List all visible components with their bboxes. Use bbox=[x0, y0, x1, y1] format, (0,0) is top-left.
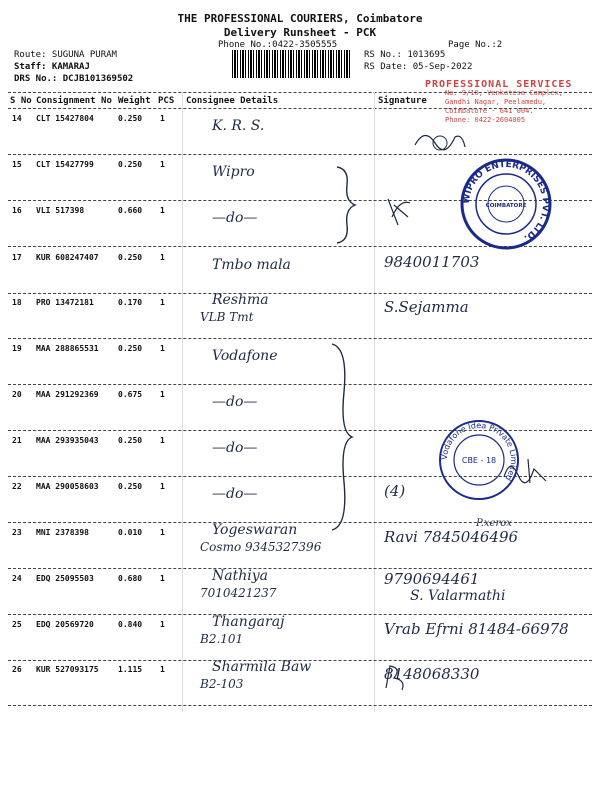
row-consignee-name: Thangaraj bbox=[212, 614, 285, 630]
brace-vodafone bbox=[330, 342, 356, 532]
row-weight: 0.010 bbox=[118, 528, 143, 537]
row-pcs: 1 bbox=[160, 206, 165, 215]
row-consignee-name: Wipro bbox=[212, 164, 255, 180]
row-serial-number: 15 bbox=[12, 160, 22, 169]
col-header-weight: Weight bbox=[118, 96, 151, 106]
row-consignment-number: MNI 2378398 bbox=[36, 528, 89, 537]
row-signature-name: S. Valarmathi bbox=[410, 588, 506, 604]
company-title: THE PROFESSIONAL COURIERS, Coimbatore bbox=[177, 12, 423, 25]
col-header-consignee: Consignee Details bbox=[186, 96, 279, 106]
stamp-center-text: COIMBATORE bbox=[485, 203, 527, 209]
stamp-line: Coimbatore - 641 004. bbox=[445, 107, 534, 115]
row-weight: 0.250 bbox=[118, 160, 143, 169]
row-serial-number: 16 bbox=[12, 206, 22, 215]
stamp-ring-text: WIPRO ENTERPRISES PVT. LTD. bbox=[461, 159, 551, 243]
row-weight: 0.250 bbox=[118, 436, 143, 445]
wipro-enterprises-stamp bbox=[460, 158, 552, 250]
row-signature: Ravi 7845046496 bbox=[384, 528, 519, 546]
row-pcs: 1 bbox=[160, 390, 165, 399]
stamp-center-text: CBE - 18 bbox=[461, 456, 497, 465]
row-serial-number: 21 bbox=[12, 436, 22, 445]
drs-number: DRS No.: DCJB101369502 bbox=[14, 74, 134, 84]
row-pcs: 1 bbox=[160, 160, 165, 169]
row-serial-number: 25 bbox=[12, 620, 22, 629]
row-separator bbox=[8, 705, 592, 706]
row-serial-number: 22 bbox=[12, 482, 22, 491]
row-pcs: 1 bbox=[160, 344, 165, 353]
row-pcs: 1 bbox=[160, 114, 165, 123]
column-divider bbox=[182, 92, 183, 712]
row-consignee-name: Sharmila Baw bbox=[212, 659, 312, 675]
phone-number: Phone No.:0422-3505555 bbox=[218, 40, 338, 50]
signature-scribble bbox=[410, 125, 470, 155]
row-signature-note: P.xerox bbox=[476, 518, 512, 529]
row-pcs: 1 bbox=[160, 620, 165, 629]
route: Route: SUGUNA PURAM bbox=[14, 50, 117, 60]
row-consignment-number: KUR 527093175 bbox=[36, 665, 99, 674]
row-separator bbox=[8, 293, 592, 294]
stamp-ring-text: Vodafone Idea Private Limited bbox=[439, 420, 519, 483]
signature-scribble bbox=[380, 662, 410, 692]
row-weight: 0.840 bbox=[118, 620, 143, 629]
row-consignee-name: Yogeswaran bbox=[212, 522, 298, 538]
page-number: Page No.:2 bbox=[448, 40, 503, 50]
signature-scribble bbox=[384, 195, 414, 229]
row-signature: 9790694461 bbox=[384, 570, 480, 588]
row-weight: 0.250 bbox=[118, 114, 143, 123]
row-separator bbox=[8, 154, 592, 155]
col-header-pcs: PCS bbox=[158, 96, 175, 106]
stamp-line: Phone: 0422-2604005 bbox=[445, 116, 526, 124]
row-serial-number: 24 bbox=[12, 574, 22, 583]
row-consignment-number: MAA 293935043 bbox=[36, 436, 99, 445]
column-divider bbox=[374, 92, 375, 712]
row-consignee-name: Nathiya bbox=[212, 568, 268, 584]
row-serial-number: 23 bbox=[12, 528, 22, 537]
row-serial-number: 19 bbox=[12, 344, 22, 353]
header-top-rule bbox=[8, 92, 592, 93]
row-consignment-number: EDQ 20569720 bbox=[36, 620, 94, 629]
row-weight: 0.170 bbox=[118, 298, 143, 307]
row-consignment-number: EDQ 25095503 bbox=[36, 574, 94, 583]
staff: Staff: KAMARAJ bbox=[14, 62, 90, 72]
header-bottom-rule bbox=[8, 108, 592, 109]
row-consignee-extra: 7010421237 bbox=[200, 586, 277, 600]
row-pcs: 1 bbox=[160, 482, 165, 491]
row-separator bbox=[8, 384, 592, 385]
row-signature: 9840011703 bbox=[384, 253, 480, 271]
row-consignee-extra: B2-103 bbox=[200, 677, 244, 691]
row-consignment-number: MAA 291292369 bbox=[36, 390, 99, 399]
row-separator bbox=[8, 614, 592, 615]
row-pcs: 1 bbox=[160, 298, 165, 307]
row-consignment-number: MAA 290058603 bbox=[36, 482, 99, 491]
stamp-line: No. 9/10, Venkatesa Complex, bbox=[445, 89, 564, 97]
row-consignee-name: Tmbo mala bbox=[212, 257, 291, 273]
stamp-line: PROFESSIONAL SERVICES bbox=[425, 79, 573, 90]
row-signature: (4) bbox=[384, 482, 406, 500]
row-consignee-name: —do— bbox=[212, 394, 258, 410]
col-header-consignment: Consignment No bbox=[36, 96, 112, 106]
svg-text:Vodafone Idea Private Limited bbox=[440, 421, 518, 482]
row-consignment-number: KUR 608247407 bbox=[36, 253, 99, 262]
row-serial-number: 18 bbox=[12, 298, 22, 307]
row-separator bbox=[8, 338, 592, 339]
row-serial-number: 14 bbox=[12, 114, 22, 123]
row-pcs: 1 bbox=[160, 528, 165, 537]
row-consignment-number: PRO 13472181 bbox=[36, 298, 94, 307]
row-pcs: 1 bbox=[160, 436, 165, 445]
row-consignee-name: —do— bbox=[212, 486, 258, 502]
row-consignment-number: CLT 15427799 bbox=[36, 160, 94, 169]
row-consignee-extra: Cosmo 9345327396 bbox=[200, 540, 322, 554]
row-pcs: 1 bbox=[160, 665, 165, 674]
col-header-sno: S No bbox=[10, 96, 32, 106]
row-consignment-number: MAA 288865531 bbox=[36, 344, 99, 353]
barcode bbox=[232, 50, 352, 78]
row-weight: 0.660 bbox=[118, 206, 143, 215]
row-consignee-name: K. R. S. bbox=[212, 118, 265, 134]
row-weight: 0.675 bbox=[118, 390, 143, 399]
brace-wipro bbox=[335, 165, 359, 245]
vodafone-idea-stamp bbox=[437, 418, 521, 502]
row-signature: 8148068330 bbox=[384, 665, 480, 683]
row-serial-number: 26 bbox=[12, 665, 22, 674]
row-pcs: 1 bbox=[160, 253, 165, 262]
document-title: Delivery Runsheet - PCK bbox=[223, 26, 377, 39]
row-weight: 0.250 bbox=[118, 344, 143, 353]
row-consignee-name: —do— bbox=[212, 210, 258, 226]
row-separator bbox=[8, 568, 592, 569]
row-consignee-extra: B2.101 bbox=[200, 632, 244, 646]
rs-date: RS Date: 05-Sep-2022 bbox=[364, 62, 473, 72]
row-weight: 0.250 bbox=[118, 253, 143, 262]
row-consignment-number: CLT 15427804 bbox=[36, 114, 94, 123]
row-serial-number: 20 bbox=[12, 390, 22, 399]
row-consignment-number: VLI 517398 bbox=[36, 206, 85, 215]
row-consignee-name: Vodafone bbox=[212, 348, 278, 364]
row-consignee-name: —do— bbox=[212, 440, 258, 456]
row-weight: 0.680 bbox=[118, 574, 143, 583]
row-consignee-extra: VLB Tmt bbox=[200, 310, 254, 324]
row-pcs: 1 bbox=[160, 574, 165, 583]
row-signature: Vrab Efrni 81484-66978 bbox=[384, 620, 569, 638]
row-serial-number: 17 bbox=[12, 253, 22, 262]
stamp-line: Gandhi Nagar, Peelamedu, bbox=[445, 98, 547, 106]
rs-number: RS No.: 1013695 bbox=[364, 50, 446, 60]
row-consignee-name: Reshma bbox=[212, 292, 269, 308]
col-header-signature: Signature bbox=[378, 96, 427, 106]
row-signature: S.Sejamma bbox=[384, 298, 469, 316]
row-weight: 1.115 bbox=[118, 665, 143, 674]
row-weight: 0.250 bbox=[118, 482, 143, 491]
